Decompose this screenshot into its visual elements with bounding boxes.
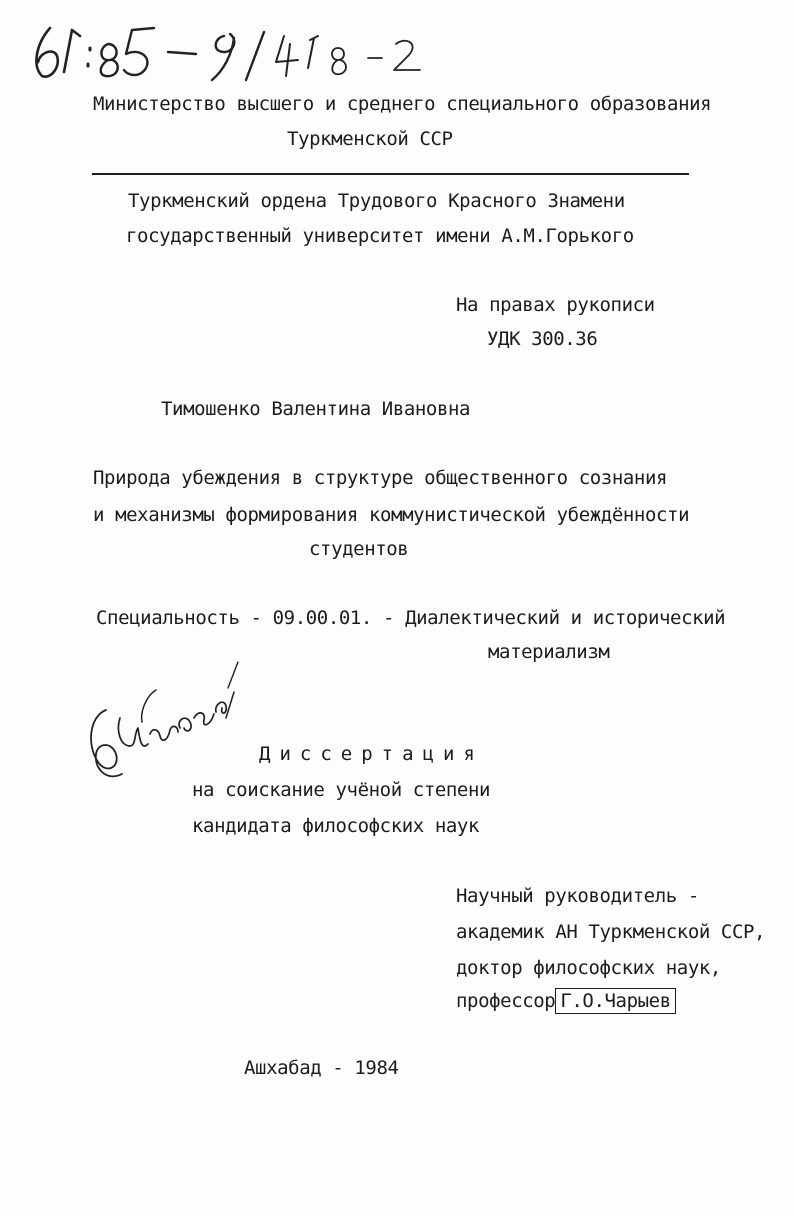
thesis-title-line-3: студентов <box>309 538 409 560</box>
specialty-line-1: Специальность - 09.00.01. - Диалектический и исторический <box>96 607 726 629</box>
university-line-1: Туркменский ордена Трудового Красного Знамени <box>128 190 625 212</box>
specialty-line-2: материализм <box>488 641 610 663</box>
degree-line-2: кандидата философских наук <box>192 815 480 837</box>
supervisor-title-word: профессор <box>456 990 556 1012</box>
manuscript-rights-label: На правах рукописи <box>456 294 655 316</box>
supervisor-line-2: академик АН Туркменской ССР, <box>456 921 766 943</box>
degree-line-1: на соискание учёной степени <box>192 779 491 801</box>
supervisor-line-3: доктор философских наук, <box>456 957 721 979</box>
ministry-heading: Министерство высшего и среднего специального образования <box>93 93 712 115</box>
university-line-2: государственный университет имени А.М.Горького <box>126 225 634 247</box>
republic-heading: Туркменской ССР <box>287 128 453 150</box>
header-divider <box>92 173 689 175</box>
dissertation-heading: Диссертация <box>259 743 484 765</box>
thesis-title-line-2: и механизмы формирования коммунистической убеждённости <box>93 504 690 526</box>
handwritten-signature <box>76 658 256 788</box>
handwritten-archive-mark <box>28 14 428 84</box>
supervisor-line-1: Научный руководитель - <box>456 885 699 907</box>
udk-code: УДК 300.36 <box>487 328 598 350</box>
city-and-year: Ашхабад - 1984 <box>244 1057 399 1079</box>
thesis-title-line-1: Природа убеждения в структуре общественного сознания <box>93 467 668 489</box>
supervisor-name-box: Г.О.Чарыев <box>555 988 675 1014</box>
author-name: Тимошенко Валентина Ивановна <box>161 398 471 420</box>
supervisor-line-4 <box>456 988 676 1014</box>
